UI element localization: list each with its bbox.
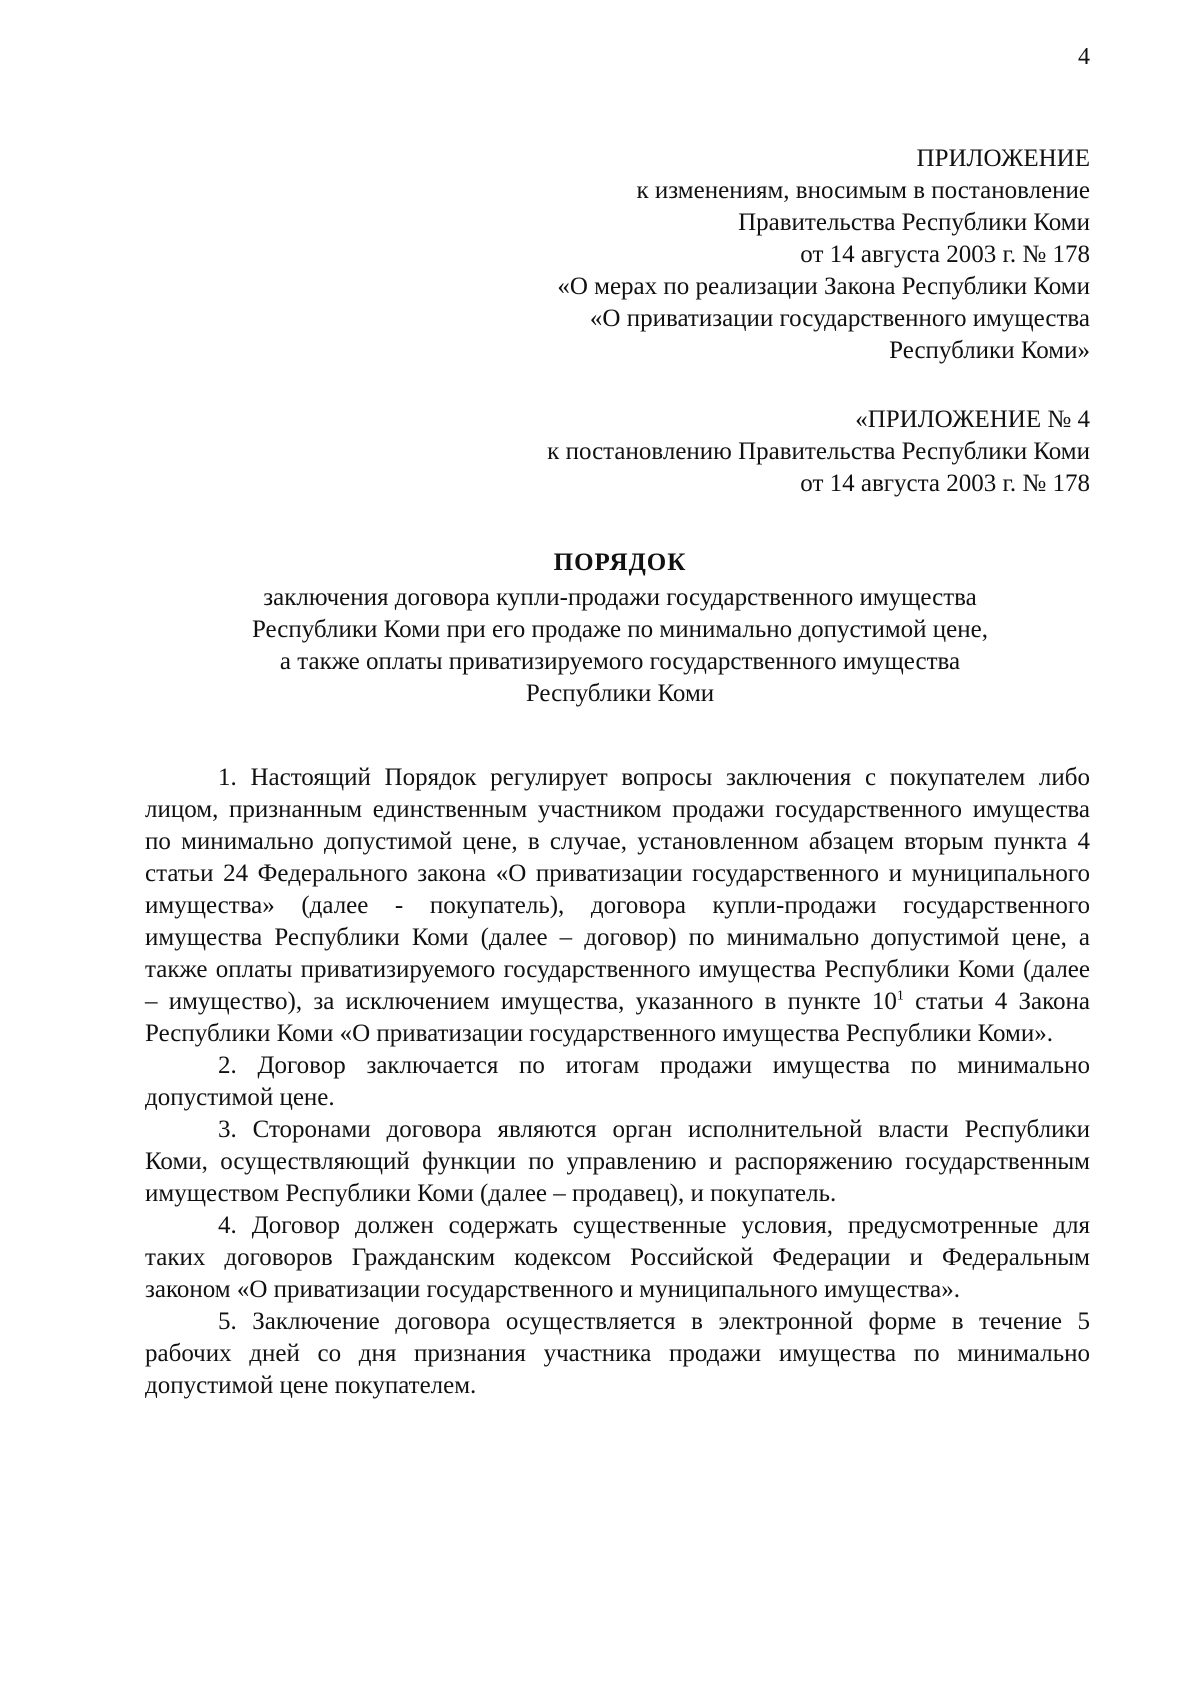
appendix-4-line: от 14 августа 2003 г. № 178: [800, 470, 1090, 497]
subtitle-line: а также оплаты приватизируемого государственного имущества: [279, 648, 961, 675]
document-title: ПОРЯДОК: [553, 549, 687, 576]
clause-1-superscript: 1: [896, 988, 904, 1004]
appendix-4-line: к постановлению Правительства Республики Коми: [547, 438, 1090, 465]
appendix-line: ПРИЛОЖЕНИЕ: [916, 145, 1090, 172]
clause-1-text-end: статьи 4 Закона Республики Коми «О приватизации государственного имущества Республики Коми».: [145, 988, 1090, 1047]
appendix-line: «О мерах по реализации Закона Республики Коми: [557, 273, 1090, 300]
clause-5: 5. Заключение договора осуществляется в электронной форме в течение 5 рабочих дней со дня признания участника продажи имущества по минимально допустимой цене покупателем.: [145, 1308, 1090, 1399]
clause-4: 4. Договор должен содержать существенные условия, предусмотренные для таких договоров Гражданским кодексом Российской Федерации и Федеральным законом «О приватизации государственного и муниципального имущества».: [145, 1212, 1090, 1303]
clause-2: 2. Договор заключается по итогам продажи имущества по минимально допустимой цене.: [145, 1052, 1090, 1111]
document-subtitle: [145, 582, 1095, 710]
subtitle-line: заключения договора купли-продажи государственного имущества: [263, 584, 977, 611]
appendix-4-header: [290, 404, 1090, 500]
appendix-line: «О приватизации государственного имущества: [589, 305, 1090, 332]
subtitle-line: Республики Коми при его продаже по минимально допустимой цене,: [251, 616, 989, 643]
clause-3: 3. Сторонами договора являются орган исполнительной власти Республики Коми, осуществляющий функции по управлению и распоряжению государственным имуществом Республики Коми (далее – продавец), и покупатель.: [145, 1116, 1090, 1207]
appendix-line: Правительства Республики Коми: [738, 209, 1090, 236]
page-number: 4: [1078, 44, 1090, 70]
subtitle-line: Республики Коми: [525, 680, 715, 707]
appendix-4-line: «ПРИЛОЖЕНИЕ № 4: [855, 406, 1090, 433]
appendix-header: [290, 143, 1090, 367]
appendix-line: от 14 августа 2003 г. № 178: [800, 241, 1090, 268]
clause-1-text: 1. Настоящий Порядок регулирует вопросы заключения с покупателем либо лицом, признанным единственным участником продажи государственного имущества по минимально допустимой цене, в случае, установленном абзацем вторым пункта 4 статьи 24 Федерального закона «О приватизации государственного и муниципального имущества» (далее - покупатель), договора купли-продажи государственного имущества Республики Коми (далее – договор) по минимально допустимой цене, а также оплаты приватизируемого государственного имущества Республики Коми (далее – имущество), за исключением имущества, указанного в пункте 10: [145, 764, 1090, 1015]
document-body: [145, 762, 1090, 1402]
appendix-line: к изменениям, вносимым в постановление: [636, 177, 1090, 204]
appendix-line: Республики Коми»: [889, 337, 1090, 364]
clause-1: [145, 762, 1090, 1050]
